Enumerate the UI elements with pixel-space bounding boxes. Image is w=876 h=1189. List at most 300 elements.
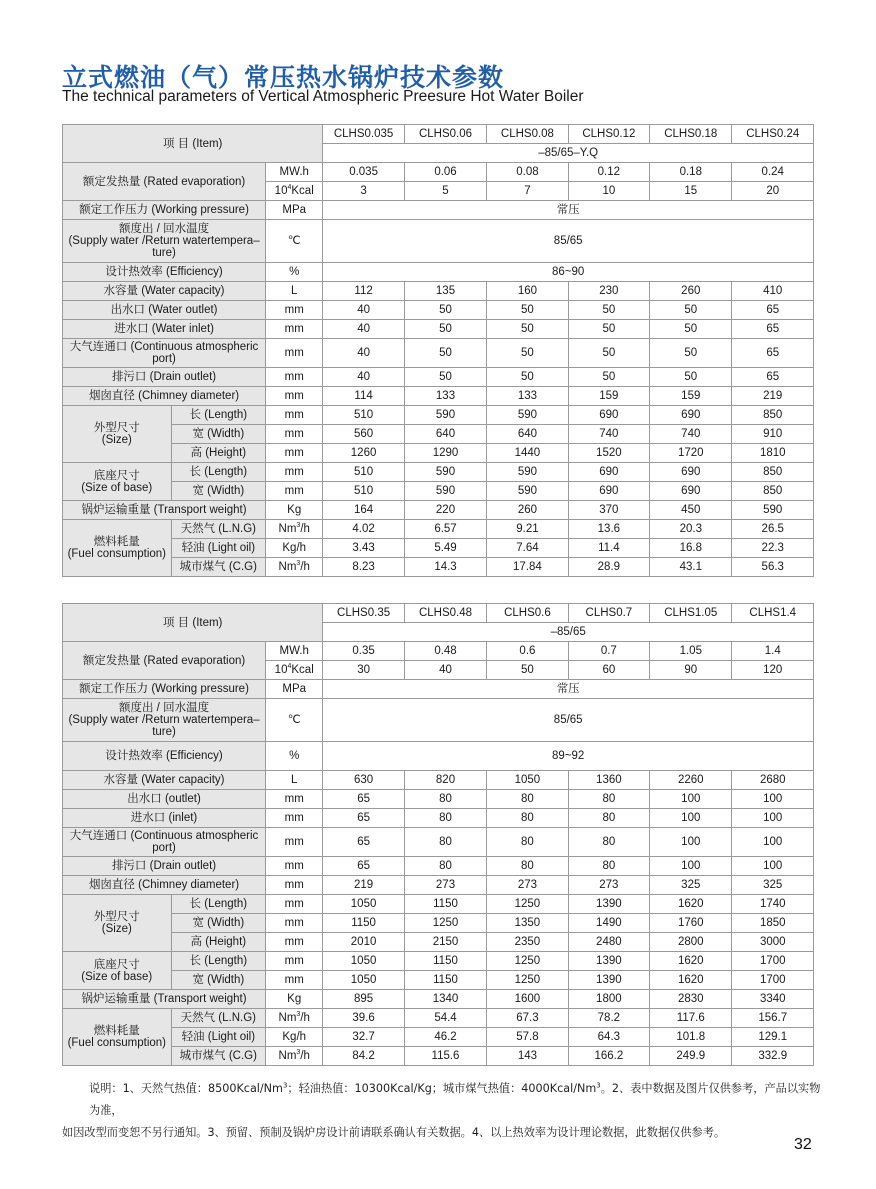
unit-cell: L <box>266 771 323 790</box>
table-row <box>63 539 814 558</box>
value-cell: 50 <box>404 339 486 368</box>
value-cell: 40 <box>323 368 404 387</box>
row-label: 锅炉运输重量 (Transport weight) <box>63 501 266 520</box>
value-cell: 65 <box>323 790 404 809</box>
value-cell: 3 <box>323 182 404 201</box>
unit-cell: mm <box>266 463 323 482</box>
unit-cell: Nm$^3$/h <box>266 558 323 577</box>
value-cell: 590 <box>404 406 486 425</box>
row-label: 额度出 / 回水温度 (Supply water /Return watertempera– ture) <box>63 699 266 742</box>
value-cell: 50 <box>487 301 568 320</box>
parameters-table-1 <box>62 124 814 577</box>
value-cell: 78.2 <box>568 1009 649 1028</box>
value-cell: 64.3 <box>568 1028 649 1047</box>
unit-cell: mm <box>266 971 323 990</box>
value-cell: 1250 <box>404 914 486 933</box>
value-cell: 590 <box>487 482 568 501</box>
value-cell: 80 <box>568 828 649 857</box>
table-row <box>63 771 814 790</box>
value-cell: 11.4 <box>568 539 649 558</box>
value-cell: 28.9 <box>568 558 649 577</box>
row-label: 烟囱直径 (Chimney diameter) <box>63 387 266 406</box>
value-cell: 690 <box>650 482 732 501</box>
table-row <box>63 1028 814 1047</box>
unit-cell: $10^4Kcal$ <box>266 661 323 680</box>
value-cell: 101.8 <box>650 1028 732 1047</box>
value-cell: 2260 <box>650 771 732 790</box>
value-cell: 273 <box>568 876 649 895</box>
value-cell: 133 <box>487 387 568 406</box>
value-cell: 3.43 <box>323 539 404 558</box>
value-cell: 0.48 <box>404 642 486 661</box>
value-cell: 50 <box>404 301 486 320</box>
table-row <box>63 790 814 809</box>
value-cell: 160 <box>487 282 568 301</box>
value-cell: 常压 <box>323 201 814 220</box>
value-cell: 50 <box>568 339 649 368</box>
value-cell: 1520 <box>568 444 649 463</box>
table-row <box>63 914 814 933</box>
table-row <box>63 220 814 263</box>
value-cell: 219 <box>732 387 814 406</box>
value-cell: 1150 <box>404 971 486 990</box>
row-label: 额定发热量 (Rated evaporation) <box>63 163 266 201</box>
value-cell: 0.24 <box>732 163 814 182</box>
row-label: 设计热效率 (Efficiency) <box>63 263 266 282</box>
value-cell: 15 <box>650 182 732 201</box>
model-suffix: –85/65–Y.Q <box>323 144 814 163</box>
value-cell: 80 <box>487 857 568 876</box>
row-label: 大气连通口 (Continuous atmospheric port) <box>63 339 266 368</box>
value-cell: 112 <box>323 282 404 301</box>
row-label: 烟囱直径 (Chimney diameter) <box>63 876 266 895</box>
value-cell: 80 <box>487 790 568 809</box>
unit-cell: mm <box>266 790 323 809</box>
table-row <box>63 558 814 577</box>
unit-cell: Nm$^3$/h <box>266 1009 323 1028</box>
value-cell: 65 <box>732 320 814 339</box>
value-cell: 690 <box>650 463 732 482</box>
value-cell: 50 <box>568 368 649 387</box>
value-cell: 14.3 <box>404 558 486 577</box>
value-cell: 910 <box>732 425 814 444</box>
value-cell: 0.7 <box>568 642 649 661</box>
unit-cell: ℃ <box>266 699 323 742</box>
table-row <box>63 857 814 876</box>
unit-cell: mm <box>266 301 323 320</box>
model-suffix: –85/65 <box>323 623 814 642</box>
sub-label: 宽 (Width) <box>171 914 266 933</box>
value-cell: 80 <box>404 828 486 857</box>
value-cell: 85/65 <box>323 699 814 742</box>
value-cell: 1150 <box>404 895 486 914</box>
value-cell: 1760 <box>650 914 732 933</box>
sub-label: 宽 (Width) <box>171 482 266 501</box>
value-cell: 0.06 <box>404 163 486 182</box>
table-row <box>63 501 814 520</box>
value-cell: 65 <box>732 301 814 320</box>
unit-cell: mm <box>266 444 323 463</box>
table-row <box>63 742 814 771</box>
value-cell: 17.84 <box>487 558 568 577</box>
value-cell: 50 <box>650 301 732 320</box>
unit-cell: mm <box>266 406 323 425</box>
value-cell: 1.4 <box>732 642 814 661</box>
value-cell: 常压 <box>323 680 814 699</box>
model-header: CLHS0.12 <box>568 125 649 144</box>
value-cell: 1440 <box>487 444 568 463</box>
unit-cell: Kg <box>266 990 323 1009</box>
value-cell: 1250 <box>487 971 568 990</box>
value-cell: 1360 <box>568 771 649 790</box>
row-label: 出水口 (outlet) <box>63 790 266 809</box>
unit-cell: mm <box>266 876 323 895</box>
value-cell: 50 <box>650 339 732 368</box>
value-cell: 50 <box>487 339 568 368</box>
value-cell: 80 <box>568 857 649 876</box>
value-cell: 100 <box>650 809 732 828</box>
value-cell: 1.05 <box>650 642 732 661</box>
row-label: 出水口 (Water outlet) <box>63 301 266 320</box>
value-cell: 690 <box>568 463 649 482</box>
unit-cell: % <box>266 742 323 771</box>
value-cell: 1250 <box>487 952 568 971</box>
value-cell: 13.6 <box>568 520 649 539</box>
value-cell: 84.2 <box>323 1047 404 1066</box>
table-row <box>63 520 814 539</box>
value-cell: 273 <box>404 876 486 895</box>
value-cell: 120 <box>732 661 814 680</box>
value-cell: 230 <box>568 282 649 301</box>
value-cell: 114 <box>323 387 404 406</box>
sub-label: 长 (Length) <box>171 463 266 482</box>
value-cell: 510 <box>323 406 404 425</box>
value-cell: 40 <box>404 661 486 680</box>
value-cell: 1700 <box>732 971 814 990</box>
value-cell: 129.1 <box>732 1028 814 1047</box>
value-cell: 159 <box>568 387 649 406</box>
unit-cell: Kg/h <box>266 1028 323 1047</box>
sub-label: 宽 (Width) <box>171 971 266 990</box>
row-label: 外型尺寸 (Size) <box>63 895 172 952</box>
row-label: 进水口 (inlet) <box>63 809 266 828</box>
value-cell: 1600 <box>487 990 568 1009</box>
sub-label: 轻油 (Light oil) <box>171 1028 266 1047</box>
value-cell: 50 <box>568 320 649 339</box>
value-cell: 219 <box>323 876 404 895</box>
value-cell: 60 <box>568 661 649 680</box>
value-cell: 590 <box>404 482 486 501</box>
row-label: 额定工作压力 (Working pressure) <box>63 201 266 220</box>
value-cell: 1390 <box>568 952 649 971</box>
unit-cell: mm <box>266 914 323 933</box>
value-cell: 220 <box>404 501 486 520</box>
value-cell: 1340 <box>404 990 486 1009</box>
value-cell: 7 <box>487 182 568 201</box>
value-cell: 115.6 <box>404 1047 486 1066</box>
value-cell: 1620 <box>650 895 732 914</box>
value-cell: 820 <box>404 771 486 790</box>
page-subtitle: The technical parameters of Vertical Atmospheric Preesure Hot Water Boiler <box>62 88 584 105</box>
unit-cell: % <box>266 263 323 282</box>
value-cell: 100 <box>732 857 814 876</box>
value-cell: 100 <box>650 857 732 876</box>
value-cell: 166.2 <box>568 1047 649 1066</box>
sub-label: 长 (Length) <box>171 952 266 971</box>
unit-cell: L <box>266 282 323 301</box>
value-cell: 8.23 <box>323 558 404 577</box>
value-cell: 1050 <box>323 952 404 971</box>
table-row <box>63 895 814 914</box>
value-cell: 325 <box>650 876 732 895</box>
value-cell: 0.18 <box>650 163 732 182</box>
value-cell: 100 <box>732 809 814 828</box>
value-cell: 590 <box>404 463 486 482</box>
value-cell: 86~90 <box>323 263 814 282</box>
value-cell: 5 <box>404 182 486 201</box>
table-row <box>63 406 814 425</box>
row-label: 排污口 (Drain outlet) <box>63 368 266 387</box>
unit-cell: mm <box>266 809 323 828</box>
value-cell: 20 <box>732 182 814 201</box>
sub-label: 长 (Length) <box>171 406 266 425</box>
value-cell: 640 <box>487 425 568 444</box>
footnote-line-2: 如因改型而变恕不另行通知。3、预留、预制及锅炉房设计前请联系确认有关数据。4、以上热效率为设计理论数据，此数据仅供参考。 <box>62 1126 726 1139</box>
value-cell: 100 <box>732 828 814 857</box>
table-row <box>63 809 814 828</box>
value-cell: 80 <box>568 790 649 809</box>
value-cell: 850 <box>732 406 814 425</box>
value-cell: 1250 <box>487 895 568 914</box>
table-row <box>63 463 814 482</box>
row-label: 设计热效率 (Efficiency) <box>63 742 266 771</box>
unit-cell: mm <box>266 952 323 971</box>
value-cell: 20.3 <box>650 520 732 539</box>
item-header: 项 目 (Item) <box>63 125 323 163</box>
unit-cell: mm <box>266 368 323 387</box>
row-label: 额定工作压力 (Working pressure) <box>63 680 266 699</box>
table-row <box>63 876 814 895</box>
model-header: CLHS1.05 <box>650 604 732 623</box>
sub-label: 长 (Length) <box>171 895 266 914</box>
value-cell: 133 <box>404 387 486 406</box>
footnote <box>62 1078 824 1144</box>
unit-cell: mm <box>266 482 323 501</box>
value-cell: 1050 <box>487 771 568 790</box>
unit-cell: Kg <box>266 501 323 520</box>
table-row <box>63 1009 814 1028</box>
value-cell: 0.12 <box>568 163 649 182</box>
value-cell: 0.08 <box>487 163 568 182</box>
table-row <box>63 320 814 339</box>
value-cell: 895 <box>323 990 404 1009</box>
table-row <box>63 933 814 952</box>
sub-label: 高 (Height) <box>171 933 266 952</box>
value-cell: 50 <box>487 368 568 387</box>
value-cell: 560 <box>323 425 404 444</box>
value-cell: 65 <box>323 809 404 828</box>
value-cell: 1290 <box>404 444 486 463</box>
value-cell: 1800 <box>568 990 649 1009</box>
value-cell: 690 <box>650 406 732 425</box>
table-row <box>63 425 814 444</box>
value-cell: 0.6 <box>487 642 568 661</box>
value-cell: 410 <box>732 282 814 301</box>
value-cell: 690 <box>568 406 649 425</box>
value-cell: 100 <box>650 790 732 809</box>
sub-label: 宽 (Width) <box>171 425 266 444</box>
model-header: CLHS0.24 <box>732 125 814 144</box>
unit-cell: mm <box>266 933 323 952</box>
value-cell: 2480 <box>568 933 649 952</box>
unit-cell: $10^4Kcal$ <box>266 182 323 201</box>
row-label: 水容量 (Water capacity) <box>63 771 266 790</box>
table-row <box>63 282 814 301</box>
value-cell: 2680 <box>732 771 814 790</box>
value-cell: 1050 <box>323 895 404 914</box>
value-cell: 1050 <box>323 971 404 990</box>
value-cell: 22.3 <box>732 539 814 558</box>
value-cell: 50 <box>568 301 649 320</box>
table-row <box>63 1047 814 1066</box>
value-cell: 117.6 <box>650 1009 732 1028</box>
value-cell: 1620 <box>650 971 732 990</box>
unit-cell: MW.h <box>266 163 323 182</box>
footnote-line-1: 说明：1、天然气热值：8500Kcal/Nm$^3$；轻油热值：10300Kcal/Kg；城市煤气热值：4000Kcal/Nm$^3$。2、表中数据及图片仅供参考，产品以实物为准， <box>89 1081 821 1117</box>
model-header: CLHS0.7 <box>568 604 649 623</box>
table-row <box>63 125 814 144</box>
sub-label: 高 (Height) <box>171 444 266 463</box>
value-cell: 332.9 <box>732 1047 814 1066</box>
sub-label: 城市煤气 (C.G) <box>171 558 266 577</box>
value-cell: 16.8 <box>650 539 732 558</box>
row-label: 燃料耗量 (Fuel consumption) <box>63 520 172 577</box>
value-cell: 0.035 <box>323 163 404 182</box>
value-cell: 26.5 <box>732 520 814 539</box>
unit-cell: mm <box>266 320 323 339</box>
value-cell: 56.3 <box>732 558 814 577</box>
value-cell: 590 <box>487 406 568 425</box>
value-cell: 43.1 <box>650 558 732 577</box>
value-cell: 50 <box>404 368 486 387</box>
unit-cell: Nm$^3$/h <box>266 520 323 539</box>
table-row <box>63 952 814 971</box>
table-row <box>63 368 814 387</box>
value-cell: 39.6 <box>323 1009 404 1028</box>
table-row <box>63 642 814 661</box>
value-cell: 50 <box>650 368 732 387</box>
value-cell: 450 <box>650 501 732 520</box>
value-cell: 1810 <box>732 444 814 463</box>
row-label: 底座尺寸 (Size of base) <box>63 463 172 501</box>
value-cell: 850 <box>732 463 814 482</box>
value-cell: 65 <box>732 339 814 368</box>
value-cell: 32.7 <box>323 1028 404 1047</box>
value-cell: 690 <box>568 482 649 501</box>
value-cell: 54.4 <box>404 1009 486 1028</box>
row-label: 大气连通口 (Continuous atmospheric port) <box>63 828 266 857</box>
value-cell: 2350 <box>487 933 568 952</box>
value-cell: 7.64 <box>487 539 568 558</box>
unit-cell: mm <box>266 828 323 857</box>
unit-cell: mm <box>266 387 323 406</box>
value-cell: 89~92 <box>323 742 814 771</box>
value-cell: 1390 <box>568 971 649 990</box>
parameters-table-2 <box>62 603 814 1066</box>
value-cell: 46.2 <box>404 1028 486 1047</box>
value-cell: 4.02 <box>323 520 404 539</box>
model-header: CLHS0.035 <box>323 125 404 144</box>
value-cell: 80 <box>404 809 486 828</box>
unit-cell: Kg/h <box>266 539 323 558</box>
value-cell: 57.8 <box>487 1028 568 1047</box>
value-cell: 1150 <box>404 952 486 971</box>
value-cell: 325 <box>732 876 814 895</box>
value-cell: 40 <box>323 320 404 339</box>
table-row <box>63 263 814 282</box>
value-cell: 65 <box>732 368 814 387</box>
value-cell: 1740 <box>732 895 814 914</box>
value-cell: 590 <box>732 501 814 520</box>
value-cell: 510 <box>323 482 404 501</box>
table-row <box>63 971 814 990</box>
value-cell: 156.7 <box>732 1009 814 1028</box>
value-cell: 1700 <box>732 952 814 971</box>
value-cell: 100 <box>650 828 732 857</box>
value-cell: 50 <box>487 320 568 339</box>
value-cell: 2800 <box>650 933 732 952</box>
model-header: CLHS0.35 <box>323 604 404 623</box>
sub-label: 轻油 (Light oil) <box>171 539 266 558</box>
table-row <box>63 604 814 623</box>
value-cell: 50 <box>650 320 732 339</box>
sub-label: 天然气 (L.N.G) <box>171 1009 266 1028</box>
value-cell: 2830 <box>650 990 732 1009</box>
table-row <box>63 990 814 1009</box>
row-label: 排污口 (Drain outlet) <box>63 857 266 876</box>
row-label: 外型尺寸 (Size) <box>63 406 172 463</box>
value-cell: 0.35 <box>323 642 404 661</box>
value-cell: 164 <box>323 501 404 520</box>
table-row <box>63 699 814 742</box>
value-cell: 85/65 <box>323 220 814 263</box>
row-label: 锅炉运输重量 (Transport weight) <box>63 990 266 1009</box>
unit-cell: mm <box>266 857 323 876</box>
value-cell: 80 <box>568 809 649 828</box>
value-cell: 100 <box>732 790 814 809</box>
model-header: CLHS0.6 <box>487 604 568 623</box>
model-header: CLHS1.4 <box>732 604 814 623</box>
table-row <box>63 387 814 406</box>
value-cell: 2150 <box>404 933 486 952</box>
table-row <box>63 680 814 699</box>
value-cell: 80 <box>404 857 486 876</box>
row-label: 额定发热量 (Rated evaporation) <box>63 642 266 680</box>
model-header: CLHS0.48 <box>404 604 486 623</box>
row-label: 燃料耗量 (Fuel consumption) <box>63 1009 172 1066</box>
value-cell: 40 <box>323 339 404 368</box>
value-cell: 65 <box>323 828 404 857</box>
value-cell: 1260 <box>323 444 404 463</box>
value-cell: 1490 <box>568 914 649 933</box>
table-row <box>63 444 814 463</box>
value-cell: 9.21 <box>487 520 568 539</box>
value-cell: 3340 <box>732 990 814 1009</box>
value-cell: 135 <box>404 282 486 301</box>
value-cell: 67.3 <box>487 1009 568 1028</box>
value-cell: 50 <box>487 661 568 680</box>
item-header: 项 目 (Item) <box>63 604 323 642</box>
